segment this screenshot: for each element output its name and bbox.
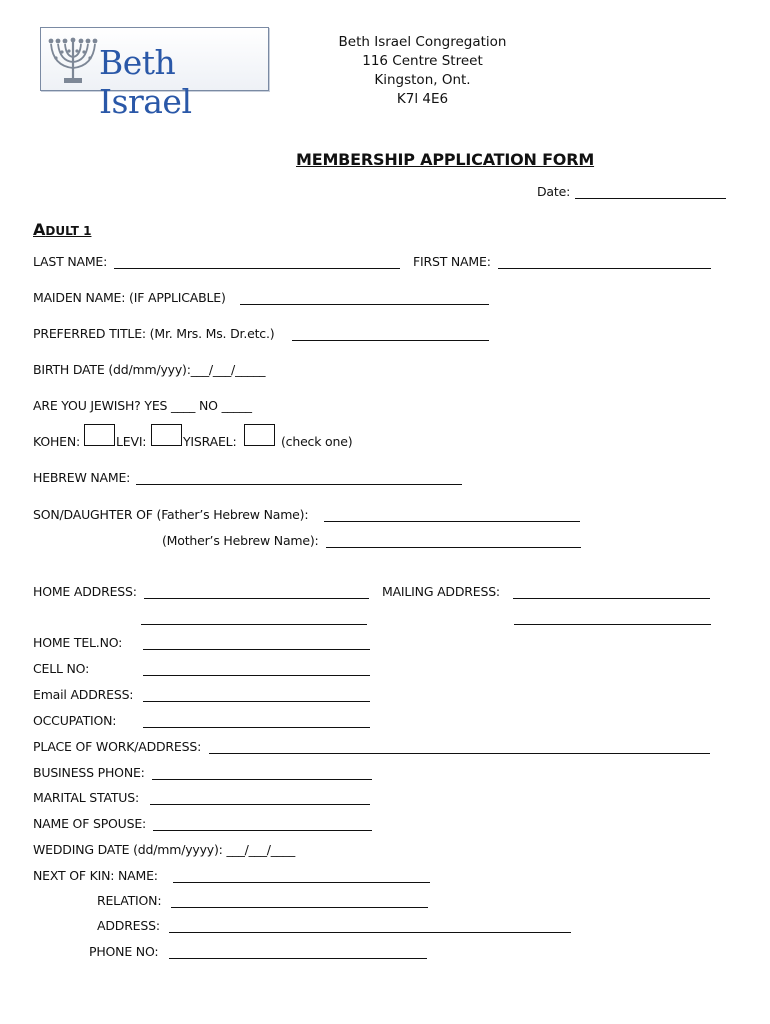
yisrael-checkbox[interactable] bbox=[244, 424, 275, 446]
kin-phone-field[interactable] bbox=[169, 958, 427, 959]
next-of-kin-name-field[interactable] bbox=[173, 882, 430, 883]
menorah-icon bbox=[45, 32, 101, 88]
beth-israel-logo bbox=[40, 27, 269, 121]
first-name-field[interactable] bbox=[498, 268, 711, 269]
next-of-kin-name-label: NEXT OF KIN: NAME: bbox=[33, 868, 158, 883]
org-city: Kingston, Ont. bbox=[374, 72, 471, 88]
jewish-question-field[interactable]: ARE YOU JEWISH? YES ____ NO _____ bbox=[33, 398, 252, 413]
section-heading-adult-1: ADULT 1 bbox=[33, 220, 92, 239]
date-label: Date: bbox=[537, 184, 571, 199]
email-label: Email ADDRESS: bbox=[33, 687, 134, 702]
spouse-name-field[interactable] bbox=[153, 830, 372, 831]
mother-hebrew-name-label: (Mother’s Hebrew Name): bbox=[162, 533, 319, 548]
home-address-label: HOME ADDRESS: bbox=[33, 584, 137, 599]
wedding-date-field[interactable]: WEDDING DATE (dd/mm/yyyy): ___/___/____ bbox=[33, 842, 295, 857]
marital-status-label: MARITAL STATUS: bbox=[33, 790, 139, 805]
kin-address-field[interactable] bbox=[169, 932, 571, 933]
occupation-label: OCCUPATION: bbox=[33, 713, 117, 728]
first-name-label: FIRST NAME: bbox=[413, 254, 491, 269]
last-name-label: LAST NAME: bbox=[33, 254, 108, 269]
levi-checkbox[interactable] bbox=[151, 424, 182, 446]
kohen-label: KOHEN: bbox=[33, 434, 81, 449]
maiden-name-field[interactable] bbox=[240, 304, 489, 305]
hebrew-name-field[interactable] bbox=[136, 484, 462, 485]
father-hebrew-name-field[interactable] bbox=[324, 521, 580, 522]
relation-field[interactable] bbox=[171, 907, 428, 908]
last-name-field[interactable] bbox=[114, 268, 400, 269]
business-phone-label: BUSINESS PHONE: bbox=[33, 765, 145, 780]
org-postal-code: K7l 4E6 bbox=[396, 91, 449, 107]
place-of-work-label: PLACE OF WORK/ADDRESS: bbox=[33, 739, 202, 754]
levi-label: LEVI: bbox=[116, 434, 147, 449]
mailing-address-label: MAILING ADDRESS: bbox=[382, 584, 500, 599]
check-one-note: (check one) bbox=[281, 434, 353, 449]
org-name: Beth Israel Congregation bbox=[338, 34, 507, 50]
date-field[interactable] bbox=[575, 198, 726, 199]
preferred-title-label: PREFERRED TITLE: (Mr. Mrs. Ms. Dr.etc.) bbox=[33, 326, 275, 341]
cell-no-field[interactable] bbox=[143, 675, 370, 676]
home-tel-field[interactable] bbox=[143, 649, 370, 650]
yisrael-label: YISRAEL: bbox=[183, 434, 237, 449]
home-tel-label: HOME TEL.NO: bbox=[33, 635, 123, 650]
org-street: 116 Centre Street bbox=[362, 53, 483, 69]
occupation-field[interactable] bbox=[143, 727, 370, 728]
home-address-field-1[interactable] bbox=[144, 598, 369, 599]
hebrew-name-label: HEBREW NAME: bbox=[33, 470, 131, 485]
place-of-work-field[interactable] bbox=[209, 753, 710, 754]
father-hebrew-name-label: SON/DAUGHTER OF (Father’s Hebrew Name): bbox=[33, 507, 309, 522]
form-title: MEMBERSHIP APPLICATION FORM bbox=[296, 150, 595, 169]
kin-phone-label: PHONE NO: bbox=[89, 944, 159, 959]
spouse-name-label: NAME OF SPOUSE: bbox=[33, 816, 147, 831]
preferred-title-field[interactable] bbox=[292, 340, 489, 341]
mailing-address-field-2[interactable] bbox=[514, 624, 711, 625]
cell-no-label: CELL NO: bbox=[33, 661, 90, 676]
business-phone-field[interactable] bbox=[152, 779, 372, 780]
relation-label: RELATION: bbox=[97, 893, 162, 908]
logo-wordmark: Beth Israel bbox=[99, 43, 192, 121]
mailing-address-field-1[interactable] bbox=[513, 598, 710, 599]
marital-status-field[interactable] bbox=[150, 804, 370, 805]
birth-date-field[interactable]: BIRTH DATE (dd/mm/yyy):___/___/_____ bbox=[33, 362, 266, 377]
kohen-checkbox[interactable] bbox=[84, 424, 115, 446]
email-field[interactable] bbox=[143, 701, 370, 702]
mother-hebrew-name-field[interactable] bbox=[326, 547, 581, 548]
maiden-name-label: MAIDEN NAME: (IF APPLICABLE) bbox=[33, 290, 226, 305]
home-address-field-2[interactable] bbox=[141, 624, 367, 625]
kin-address-label: ADDRESS: bbox=[97, 918, 160, 933]
